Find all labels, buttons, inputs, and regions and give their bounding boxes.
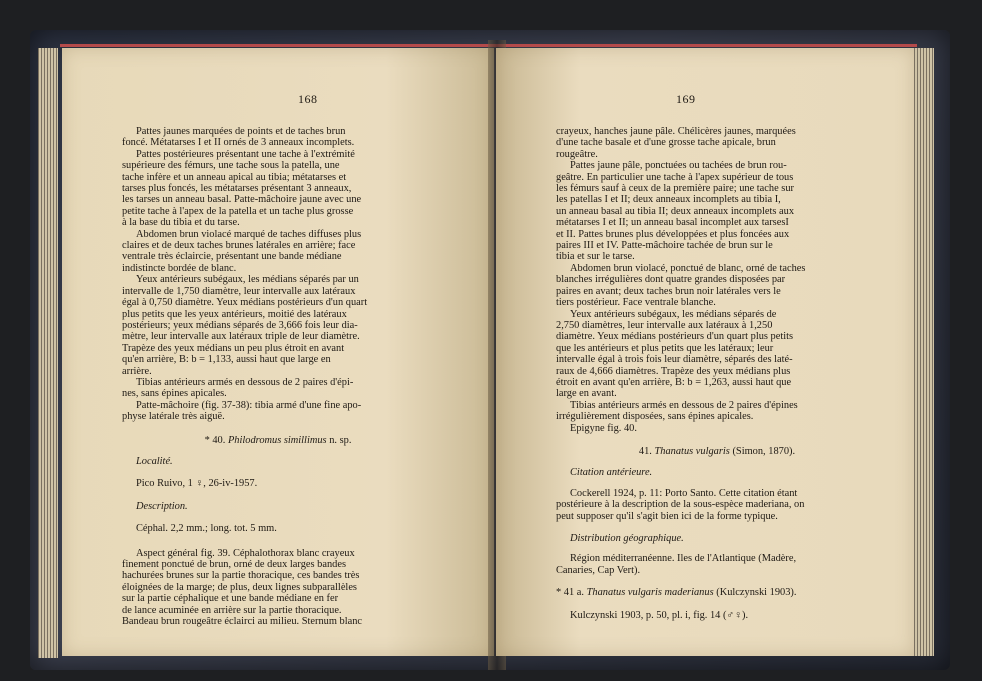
left-body-line: Patte-mâchoire (fig. 37-38): tibia armé d'une fine apo- <box>136 399 362 411</box>
page-edges-left <box>38 48 58 658</box>
locality-label: Localité. <box>136 455 173 467</box>
aspect-line: de lance acuminée en arrière sur la partie thoracique. <box>122 604 342 616</box>
right-body-line: paires III et IV. Patte-mâchoire tachée de brun sur le <box>556 240 773 252</box>
left-body-line: indistincte bordée de blanc. <box>122 262 237 274</box>
aspect-paragraph <box>122 548 434 628</box>
right-body-line: Epigyne fig. 40. <box>570 422 637 434</box>
aspect-line: éloignées de la marge; de plus, deux lignes subparallèles <box>122 581 357 593</box>
right-body-line: que les antérieurs et plus petits que les latéraux; leur <box>556 342 774 354</box>
left-body-line: foncé. Métatarses I et II ornés de 3 anneaux incomplets. <box>122 137 355 149</box>
left-body-line: Abdomen brun violacé marqué de taches diffuses plus <box>136 228 362 240</box>
right-body-line: tiers postérieur. Face ventrale blanche. <box>556 297 716 309</box>
right-body-line: geâtre. En particulier une tache à l'apex supérieur de tous <box>556 171 794 183</box>
left-body-line: qu'en arrière, B: b = 1,133, aussi haut que large en <box>122 354 331 366</box>
measurements: Céphal. 2,2 mm.; long. tot. 5 mm. <box>136 523 277 535</box>
left-body-line: intervalle de 1,750 diamètre, leur intervalle aux latéraux <box>122 285 356 297</box>
distribution-label: Distribution géographique. <box>570 533 684 544</box>
right-body-line: d'une tache basale et d'une grosse tache apicale, brun <box>556 137 776 149</box>
left-paragraphs <box>122 126 434 423</box>
left-body-line: Yeux antérieurs subégaux, les médians séparés par un <box>136 274 359 286</box>
citation-line: peut supposer qu'il s'agit bien ici de la forme typique. <box>556 510 778 522</box>
subspecies-heading: * 41 a. Thanatus vulgaris maderianus (Kulczynski 1903). <box>556 587 797 599</box>
left-body-line: plus petits que les yeux antérieurs, moitié des latéraux <box>122 308 347 320</box>
left-body-line: postérieurs; yeux médians séparés de 3,666 fois leur dia- <box>122 319 358 331</box>
aspect-line: hachurées brunes sur la partie thoracique, ces bandes très <box>122 570 360 582</box>
left-body-line: nes, sans épines apicales. <box>122 388 227 400</box>
right-body-line: un anneau basal au tibia II; deux anneaux incomplets aux <box>556 205 795 217</box>
description-label: Description. <box>136 500 188 512</box>
left-body-line: Trapèze des yeux médians un peu plus étroit en avant <box>122 342 345 354</box>
page-edges-right <box>912 48 934 656</box>
right-body-line: 2,750 diamètres, leur intervalle aux latéraux à 1,250 <box>556 319 773 331</box>
left-body-line: tarses plus foncés, les métatarses présentant 3 anneaux, <box>122 183 352 195</box>
right-page <box>496 48 914 656</box>
left-body-line: claires et de deux taches brunes latérales en arrière; face <box>122 240 356 252</box>
right-paragraphs <box>556 126 878 434</box>
right-body-line: les fémurs sauf à ceux de la première paire; une tache sur <box>556 183 795 195</box>
right-body-line: large en avant. <box>556 388 617 400</box>
red-edge-right <box>495 44 917 47</box>
left-body-line: tache infère et un anneau apical au tibia; métatarses et <box>122 171 347 183</box>
distribution-line: Région méditerranéenne. Iles de l'Atlantique (Madère, <box>570 553 797 565</box>
right-body-line: Pattes jaune pâle, ponctuées ou tachées de brun rou- <box>570 160 787 172</box>
right-body-line: Tibias antérieurs armés en dessous de 2 paires d'épines <box>570 399 798 411</box>
citation-line: Cockerell 1924, p. 11: Porto Santo. Cette citation étant <box>570 487 798 499</box>
right-body-line: et II. Pattes brunes plus développées et plus foncées aux <box>556 228 790 240</box>
right-body-line: diamètre. Yeux médians postérieurs d'un quart plus petits <box>556 331 794 343</box>
right-body-line: intervalle égal à trois fois leur diamètre, séparés des laté- <box>556 354 793 366</box>
aspect-line: finement ponctué de brun, orné de deux larges bandes <box>122 559 346 570</box>
left-page <box>62 48 494 656</box>
right-body-line: raux de 4,666 diamètres. Trapèze des yeux médians plus <box>556 365 791 377</box>
left-body-line: à la base du tibia et du tarse. <box>122 217 240 229</box>
distribution-paragraph <box>556 553 878 576</box>
left-body-line: Pattes jaunes marquées de points et de taches brun <box>136 126 346 137</box>
left-body-line: mètre, leur intervalle aux latéraux triple de leur diamètre. <box>122 331 360 343</box>
aspect-line: Aspect général fig. 39. Céphalothorax blanc crayeux <box>136 547 355 559</box>
right-body-line: Yeux antérieurs subégaux, les médians séparés de <box>570 308 777 320</box>
page-number-right: 169 <box>676 92 696 106</box>
left-body-line: ventrale très éclaircie, présentant une bande médiane <box>122 251 342 263</box>
citation-label: Citation antérieure. <box>570 467 653 479</box>
left-page-text <box>122 126 434 627</box>
right-body-line: irrégulièrement disposées, sans épines apicales. <box>556 411 754 423</box>
right-body-line: paires en avant; deux taches brun noir latérales vers le <box>556 285 781 297</box>
left-body-line: Tibias antérieurs armés en dessous de 2 paires d'épi- <box>136 376 354 388</box>
left-body-line: égal à 0,750 diamètre. Yeux médians postérieurs d'un quart <box>122 297 368 309</box>
locality-text: Pico Ruivo, 1 ♀, 26-iv-1957. <box>136 478 258 490</box>
right-body-line: tibia et sur le tarse. <box>556 251 635 263</box>
right-body-line: crayeux, hanches jaune pâle. Chélicères jaunes, marquées <box>556 126 796 137</box>
right-body-line: rougeâtre. <box>556 148 598 160</box>
red-edge-left <box>60 44 500 47</box>
right-body-line: les patellas I et II; deux anneaux incomplets au tibia I, <box>556 194 781 206</box>
left-body-line: petite tache à l'apex de la patella et un tache plus grosse <box>122 205 354 217</box>
left-body-line: arrière. <box>122 365 152 377</box>
left-body-line: Pattes postérieures présentant une tache à l'extrémité <box>136 148 355 160</box>
species-heading-40: * 40. Philodromus simillimus n. sp. <box>204 434 352 446</box>
right-body-line: Abdomen brun violacé, ponctué de blanc, orné de taches <box>570 262 806 274</box>
species-heading-41: 41. Thanatus vulgaris (Simon, 1870). <box>638 445 796 457</box>
citation-paragraph <box>556 488 878 522</box>
citation-line: postérieure à la description de la sous-espèce maderiana, on <box>556 499 805 511</box>
distribution-line: Canaries, Cap Vert). <box>556 564 641 576</box>
right-body-line: métatarses I et II; un anneau basal incomplet aux tarsesI <box>556 217 789 229</box>
right-body-line: blanches irrégulières dont quatre grandes disposées par <box>556 274 786 286</box>
right-body-line: étroit en avant qu'en arrière, B: b = 1,263, aussi haut que <box>556 376 792 388</box>
page-number-left: 168 <box>298 92 318 106</box>
aspect-line: sur la partie céphalique et une bande médiane en fer <box>122 593 339 605</box>
left-body-line: physe latérale très aiguë. <box>122 411 225 423</box>
left-body-line: supérieure des fémurs, une tache sous la patella, une <box>122 160 340 172</box>
reference-line: Kulczynski 1903, p. 50, pl. i, fig. 14 (♂♀). <box>570 609 749 621</box>
aspect-line: Bandeau brun rougeâtre éclairci au milieu. Sternum blanc <box>122 616 363 628</box>
left-body-line: les tarses un anneau basal. Patte-mâchoire jaune avec une <box>122 194 362 206</box>
right-page-text <box>556 126 878 621</box>
